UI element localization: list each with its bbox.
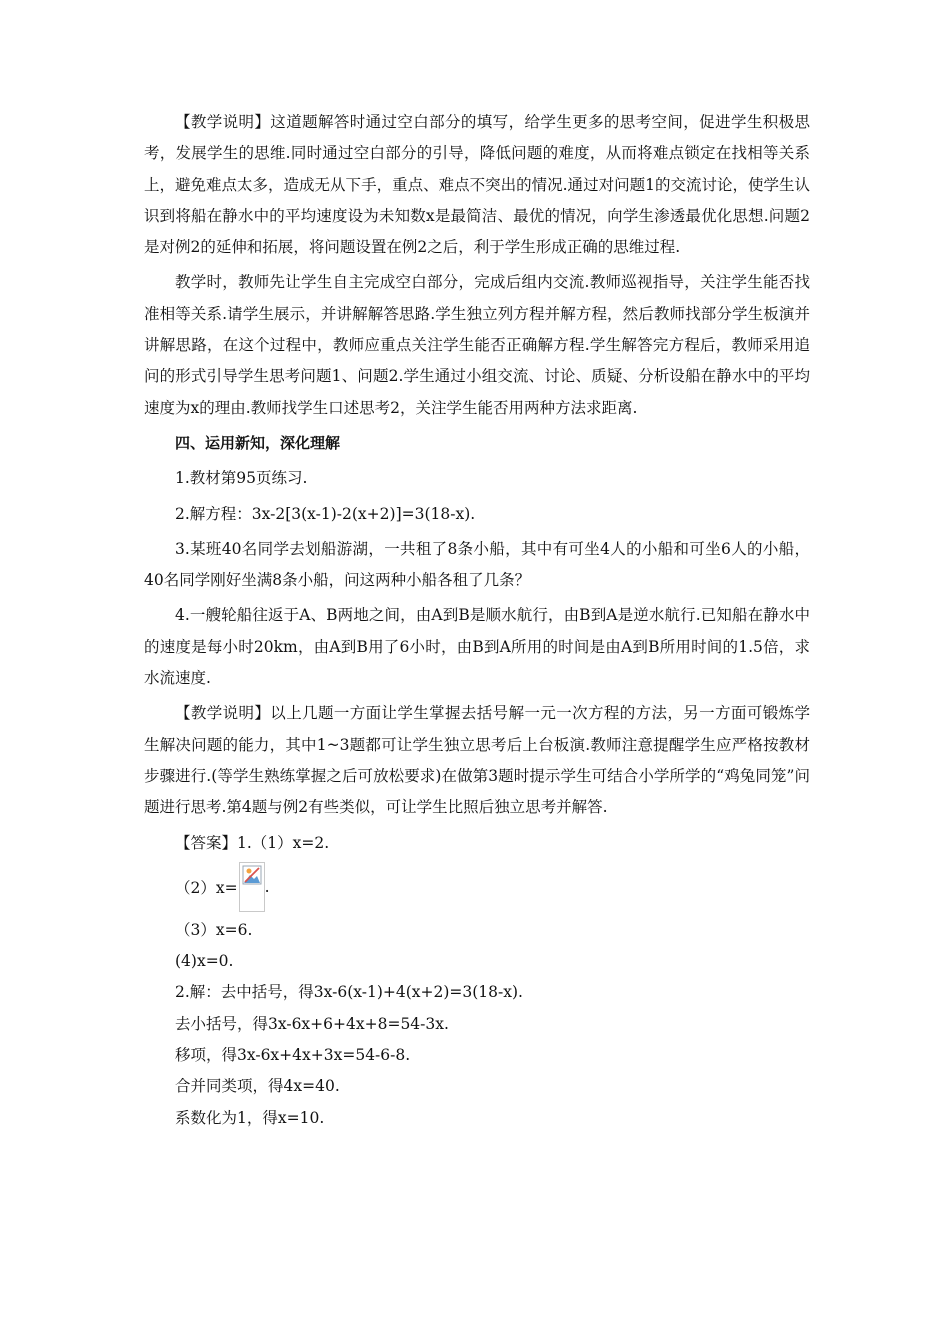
- exercise-3: 3.某班40名同学去划船游湖，一共租了8条小船，其中有可坐4人的小船和可坐6人的小船，40名同学刚好坐满8条小船，问这两种小船各租了几条？: [144, 539, 810, 590]
- answer-1: 【答案】1.（1）x=2.: [175, 833, 330, 852]
- answer-2-prefix: （2）x=: [175, 878, 238, 897]
- solution-step: 合并同类项，得4x=40.: [175, 1077, 340, 1096]
- solution-step: 去小括号，得3x-6x+6+4x+8=54-3x.: [175, 1014, 449, 1033]
- teaching-process: 教学时，教师先让学生自主完成空白部分，完成后组内交流.教师巡视指导，关注学生能否找准相等关系.请学生展示，并讲解解答思路.学生独立列方程并解方程，然后教师找部分学生板演并讲解思路，在这个过程中，教师应重点关注学生能否正确解方程.学生解答完方程后，教师采用追问的形式引导学生思考问题1、问题2.学生通过小组交流、讨论、质疑、分析设船在静水中的平均速度为x的理由.教师找学生口述思考2，关注学生能否用两种方法求距离.: [144, 273, 810, 417]
- teaching-note-2: 【教学说明】以上几题一方面让学生掌握去括号解一元一次方程的方法，另一方面可锻炼学生解决问题的能力，其中1~3题都可让学生独立思考后上台板演.教师注意提醒学生应严格按教材步骤进行.(等学生熟练掌握之后可放松要求)在做第3题时提示学生可结合小学所学的“鸡兔同笼”问题进行思考.第4题与例2有些类似，可让学生比照后独立思考并解答.: [144, 704, 810, 817]
- broken-image-icon: [239, 862, 265, 912]
- solution-step: 移项，得3x-6x+4x+3x=54-6-8.: [175, 1046, 411, 1065]
- answer-2-suffix: .: [264, 877, 270, 896]
- solution-step: 系数化为1，得x=10.: [175, 1108, 325, 1127]
- exercise-1: 1.教材第95页练习.: [175, 469, 308, 488]
- solution-step: 2.解：去中括号，得3x-6(x-1)+4(x+2)=3(18-x).: [175, 983, 523, 1002]
- answer-4: (4)x=0.: [175, 952, 234, 971]
- teaching-note-1: 【教学说明】这道题解答时通过空白部分的填写，给学生更多的思考空间，促进学生积极思考，发展学生的思维.同时通过空白部分的引导，降低问题的难度，从而将难点锁定在找相等关系上，避免难点太多，造成无从下手，重点、难点不突出的情况.通过对问题1的交流讨论，使学生认识到将船在静水中的平均速度设为未知数x是最简洁、最优的情况，向学生渗透最优化思想.问题2是对例2的延伸和拓展，将问题设置在例2之后，利于学生形成正确的思维过程.: [144, 113, 810, 257]
- section-heading: 四、运用新知，深化理解: [175, 433, 341, 452]
- answer-2-line: [144, 859, 810, 915]
- exercise-4: 4.一艘轮船往返于A、B两地之间，由A到B是顺水航行，由B到A是逆水航行.已知船在静水中的速度是每小时20km，由A到B用了6小时，由B到A所用的时间是由A到B所用时间的1.5倍，求水流速度.: [144, 606, 810, 688]
- document-body: [144, 107, 810, 1134]
- answer-3: （3）x=6.: [175, 920, 253, 939]
- exercise-2: 2.解方程：3x-2[3(x-1)-2(x+2)]=3(18-x).: [175, 504, 476, 523]
